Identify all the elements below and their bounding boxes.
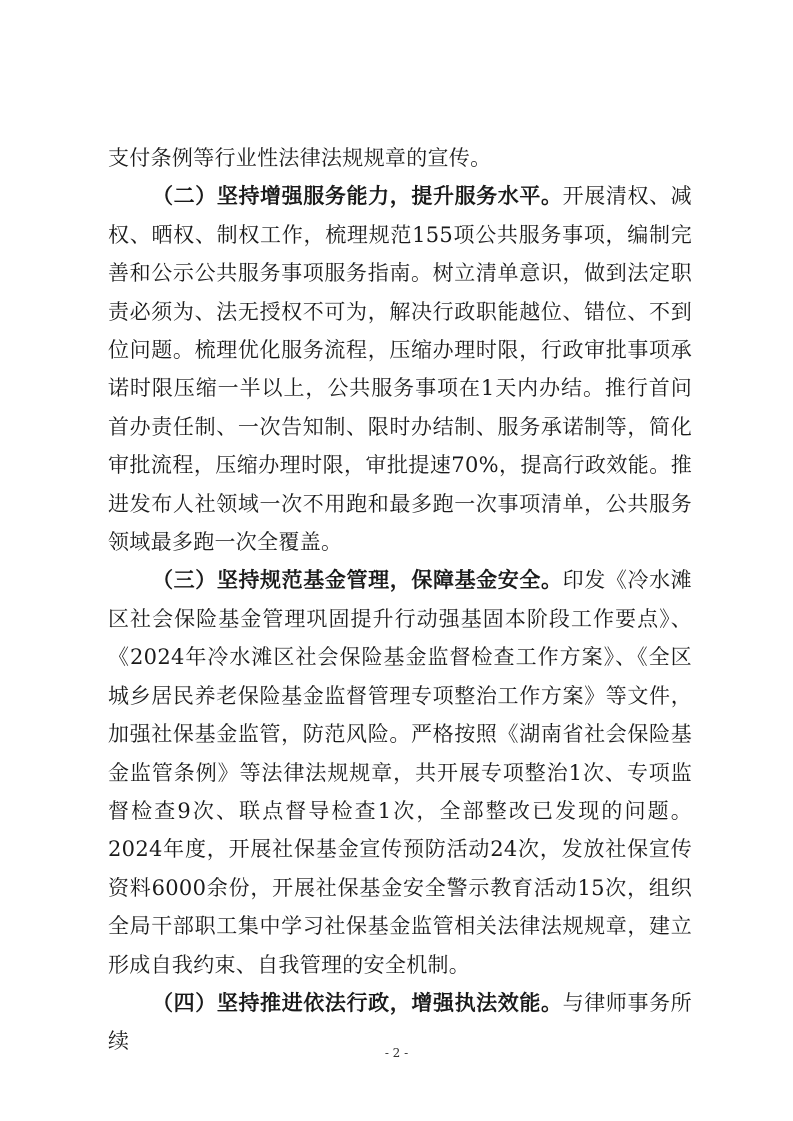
paragraph-body: 印发《冷水滩区社会保险基金管理巩固提升行动强基固本阶段工作要点》、《2024年冷水滩区社会保险基金监督检查工作方案》、《全区城乡居民养老保险基金监督管理专项整治工作方案》等文件，加强社保基金监管，防范风险。严格按照《湖南省社会保险基金监管条例》等法律法规规章，共开展专项整治1次、专项监督检查9次、联点督导检查1次，全部整改已发现的问题。2024年度，开展社保基金宣传预防活动24次，发放社保宣传资料6000余份，开展社保基金安全警示教育活动15次，组织全局干部职工集中学习社保基金监管相关法律法规规章，建立形成自我约束、自我管理的安全机制。 <box>108 568 692 977</box>
section-heading: （三）坚持规范基金管理，保障基金安全。 <box>152 567 563 593</box>
paragraph-body: 支付条例等行业性法律法规规章的宣传。 <box>108 146 492 170</box>
page-number: - 2 - <box>384 1046 409 1060</box>
body-text <box>108 139 692 1061</box>
paragraph-fund-management <box>108 561 692 983</box>
paragraph-continuation <box>108 139 692 177</box>
paragraph-service-capacity <box>108 177 692 561</box>
section-heading: （四）坚持推进依法行政，增强执法效能。 <box>152 989 563 1015</box>
paragraph-body: 开展清权、减权、晒权、制权工作，梳理规范155项公共服务事项，编制完善和公示公共服务事项服务指南。树立清单意识，做到法定职责必须为、法无授权不可为，解决行政职能越位、错位、不到位问题。梳理优化服务流程，压缩办理时限，行政审批事项承诺时限压缩一半以上，公共服务事项在1天内办结。推行首问首办责任制、一次告知制、限时办结制、服务承诺制等，简化审批流程，压缩办理时限，审批提速70%，提高行政效能。推进发布人社领域一次不用跑和最多跑一次事项清单，公共服务领域最多跑一次全覆盖。 <box>108 184 692 555</box>
section-heading: （二）坚持增强服务能力，提升服务水平。 <box>152 183 563 209</box>
paragraph-body: 与律师事务所续 <box>108 990 692 1054</box>
